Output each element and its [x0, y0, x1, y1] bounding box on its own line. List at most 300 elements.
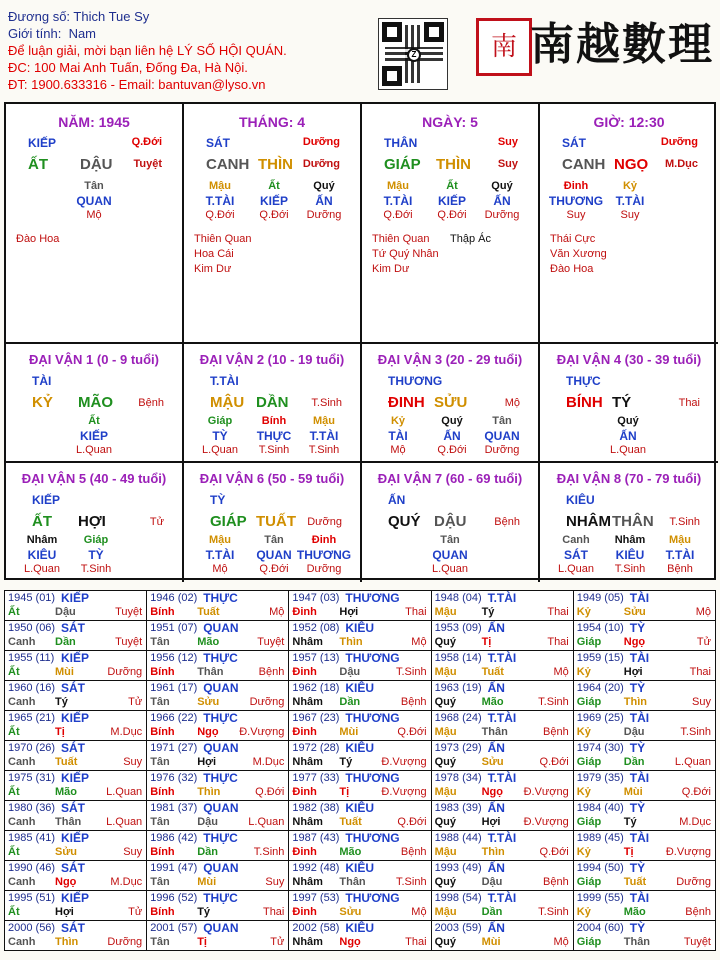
hidden-god: T.TÀI: [309, 429, 339, 443]
annual-state: Mộ: [411, 906, 427, 918]
annual-stem: Tân: [150, 816, 170, 828]
annual-year: 1991 (47): [150, 862, 198, 874]
annual-branch: Tị: [55, 726, 65, 738]
annual-god: QUAN: [203, 921, 239, 935]
hidden-stem: Giáp: [83, 534, 109, 546]
annual-state: Thai: [405, 936, 427, 948]
annual-branch: Thân: [55, 816, 82, 828]
dai-van-stem: NHÂM: [566, 513, 611, 530]
annual-year: 1945 (01): [8, 592, 56, 604]
annual-cell: [573, 831, 715, 861]
qr-code-icon: Z: [378, 18, 448, 90]
annual-stem: Tân: [150, 696, 170, 708]
hidden-god: ẤN: [493, 194, 511, 208]
annual-cell: [5, 861, 147, 891]
annual-cell: [5, 831, 147, 861]
annual-state: Suy: [123, 756, 143, 768]
annual-cell: [573, 921, 715, 951]
annual-god: THỰC: [203, 831, 238, 845]
annual-stem: Kỷ: [576, 906, 591, 918]
annual-year: 2004 (60): [576, 922, 624, 934]
annual-cell: [431, 621, 573, 651]
annual-stem: Ất: [8, 786, 20, 798]
annual-stem: Bính: [150, 786, 175, 798]
annual-branch: Tý: [197, 906, 211, 918]
annual-year: 1963 (19): [434, 682, 482, 694]
annual-stem: Quý: [434, 636, 456, 648]
annual-state: Thai: [547, 606, 569, 618]
annual-year: 1977 (33): [292, 772, 340, 784]
hidden-stem: Mậu: [669, 534, 691, 546]
hidden-state: Mộ: [86, 209, 102, 221]
dai-van-title: ĐẠI VẬN 2 (10 - 19 tuổi): [199, 352, 345, 367]
hidden-god: TỲ: [212, 429, 228, 443]
annual-year: 1989 (45): [576, 832, 624, 844]
annual-branch: Ngọ: [623, 636, 646, 648]
annual-branch: Hợi: [623, 666, 643, 678]
annual-stem: Canh: [8, 876, 36, 888]
annual-branch: Ngọ: [339, 936, 361, 948]
annual-stem: Tân: [150, 756, 170, 768]
pillar-god: KIẾP: [28, 136, 57, 150]
annual-cell: [573, 861, 715, 891]
star-item: Kim Dư: [372, 263, 410, 275]
annual-cell: [147, 861, 289, 891]
hidden-god: THỰC: [256, 429, 292, 443]
annual-year: 1962 (18): [292, 682, 340, 694]
annual-state: Mộ: [553, 666, 569, 678]
annual-year: 1995 (51): [8, 892, 56, 904]
pillar-branch: THÌN: [436, 156, 471, 173]
annual-stem: Ất: [8, 606, 20, 618]
annual-state: Đ.Vượng: [381, 756, 427, 768]
annual-branch: Dần: [623, 756, 645, 768]
pillar-title: THÁNG: 4: [238, 114, 306, 130]
pillar-stem: GIÁP: [384, 156, 421, 173]
annual-cell: [289, 921, 431, 951]
annual-year: 1966 (22): [150, 712, 198, 724]
annual-cell: [147, 711, 289, 741]
hidden-state: Suy: [620, 209, 640, 221]
hidden-stem: Nhâm: [614, 534, 646, 546]
annual-row: [5, 801, 716, 831]
annual-cell: [431, 891, 573, 921]
pillar-stem: ẤT: [28, 156, 48, 173]
annual-state: Q.Đới: [681, 786, 711, 798]
annual-year: 1950 (06): [8, 622, 56, 634]
annual-state: Q.Đới: [539, 756, 569, 768]
hidden-stem: Mậu: [313, 415, 335, 427]
annual-state: Tuyệt: [115, 636, 143, 648]
annual-cell: [147, 891, 289, 921]
annual-stem: Quý: [434, 936, 456, 948]
star-item: Đào Hoa: [16, 233, 60, 245]
annual-state: Dưỡng: [107, 666, 143, 678]
hidden-god: THƯƠNG: [548, 194, 604, 208]
annual-row: [5, 771, 716, 801]
pillar-god: SÁT: [206, 136, 230, 150]
star-list-2: [450, 232, 491, 247]
chart-grid: [4, 102, 716, 580]
dai-van-branch: TÝ: [612, 394, 632, 411]
seal-stamp: 南: [476, 18, 532, 76]
star-item: Thiên Quan: [372, 233, 430, 245]
dai-van-branch: DẬU: [434, 513, 467, 530]
annual-row: [5, 591, 716, 621]
logo-text: 南越數理: [530, 19, 714, 70]
annual-branch: Tuất: [197, 606, 220, 618]
hidden-stem: Ất: [88, 415, 100, 427]
hidden-god: T.TÀI: [205, 548, 235, 562]
annual-god: KIẾP: [61, 771, 90, 785]
annual-stem: Nhâm: [292, 936, 323, 948]
hidden-god: THƯƠNG: [296, 548, 352, 562]
annual-state: Suy: [265, 876, 285, 888]
annual-branch: Hợi: [197, 756, 217, 768]
hidden-state: T.Sinh: [308, 444, 340, 456]
annual-state: Tử: [128, 696, 143, 708]
dai-van-branch: TUẤT: [256, 513, 296, 530]
dai-van-title: ĐẠI VẬN 8 (70 - 79 tuổi): [556, 471, 702, 486]
hidden-state: Q.Đới: [259, 209, 289, 221]
annual-cell: [147, 681, 289, 711]
annual-stem: Bính: [150, 846, 175, 858]
annual-branch: Tuất: [339, 816, 362, 828]
dai-van-cell: [540, 344, 718, 463]
annual-year: 1984 (40): [576, 802, 624, 814]
dai-van-god: TỲ: [210, 493, 226, 507]
annual-cell: [289, 591, 431, 621]
annual-stem: Đinh: [292, 906, 317, 918]
hidden-god: ẤN: [443, 429, 461, 443]
annual-year: 1959 (15): [576, 652, 624, 664]
annual-year: 1974 (30): [576, 742, 624, 754]
annual-branch: Tý: [339, 756, 353, 768]
annual-year: 1948 (04): [434, 592, 482, 604]
pillar-branch: NGỌ: [614, 156, 649, 173]
hidden-stem: Mậu: [209, 534, 231, 546]
annual-year: 1990 (46): [8, 862, 56, 874]
annual-cell: [573, 891, 715, 921]
annual-cell: [147, 651, 289, 681]
annual-god: SÁT: [61, 621, 85, 635]
annual-stem: Đinh: [292, 606, 317, 618]
annual-year: 1973 (29): [434, 742, 482, 754]
dai-van-branch: SỬU: [434, 394, 468, 411]
hidden-state: Mộ: [212, 563, 228, 575]
annual-year: 1957 (13): [292, 652, 340, 664]
annual-year: 1999 (55): [576, 892, 624, 904]
annual-stem: Giáp: [576, 936, 602, 948]
hidden-stem: Mậu: [209, 180, 231, 192]
annual-row: [5, 741, 716, 771]
star-item: Thái Cực: [550, 233, 596, 245]
annual-god: TỲ: [629, 621, 646, 635]
dai-van-stem: BÍNH: [566, 394, 603, 411]
hidden-state: Dưỡng: [306, 563, 342, 575]
dai-van-god: THƯƠNG: [388, 374, 443, 388]
annual-branch: Thân: [339, 876, 366, 888]
pillar-title: GIỜ: 12:30: [593, 114, 665, 130]
annual-state: Q.Đới: [397, 726, 427, 738]
annual-state: L.Quan: [106, 786, 143, 798]
annual-year: 1988 (44): [434, 832, 482, 844]
annual-state: Đ.Vượng: [665, 846, 711, 858]
annual-year: 1951 (07): [150, 622, 198, 634]
annual-stem: Ất: [8, 666, 20, 678]
hidden-state: Q.Đới: [437, 444, 467, 456]
annual-god: T.TÀI: [487, 831, 517, 845]
annual-year: 1964 (20): [576, 682, 624, 694]
annual-state: Tuyệt: [683, 936, 711, 948]
annual-year: 1955 (11): [8, 652, 55, 664]
hidden-stem: Ất: [268, 180, 280, 192]
annual-god: TÀI: [629, 771, 650, 785]
annual-branch: Dậu: [339, 666, 361, 678]
annual-stem: Giáp: [576, 816, 602, 828]
annual-cell: [573, 741, 715, 771]
pillar-stem: CANH: [206, 156, 250, 173]
pillar-title: NGÀY: 5: [422, 114, 478, 130]
annual-year: 1975 (31): [8, 772, 56, 784]
annual-god: ẤN: [487, 681, 505, 695]
annual-state: Đ.Vượng: [381, 786, 427, 798]
annual-stem: Canh: [8, 696, 36, 708]
annual-branch: Tị: [339, 786, 350, 798]
annual-state: Bệnh: [543, 876, 569, 888]
annual-cell: [5, 681, 147, 711]
annual-cell: [289, 711, 431, 741]
pillar-stem: CANH: [562, 156, 606, 173]
annual-state: Tử: [128, 906, 143, 918]
dai-van-stem: ĐINH: [388, 394, 425, 411]
star-item: Tứ Quý Nhân: [372, 248, 439, 260]
annual-branch: Mão: [55, 786, 77, 798]
annual-branch: Dần: [55, 636, 76, 648]
annual-state: T.Sinh: [538, 906, 569, 918]
annual-branch: Ngọ: [481, 786, 503, 798]
annual-stem: Đinh: [292, 666, 317, 678]
annual-cell: [147, 801, 289, 831]
hidden-god: ẤN: [315, 194, 333, 208]
annual-cell: [289, 891, 431, 921]
annual-god: ẤN: [487, 741, 505, 755]
dai-van-state: Thai: [678, 397, 700, 409]
annual-stem: Quý: [434, 696, 456, 708]
annual-god: KIÊU: [345, 621, 375, 635]
annual-branch: Dần: [197, 846, 218, 858]
dai-van-branch: HỢI: [78, 513, 106, 530]
annual-state: Đ.Vượng: [523, 786, 569, 798]
annual-branch: Hợi: [339, 606, 359, 618]
hidden-state: Bệnh: [667, 563, 693, 575]
annual-god: T.TÀI: [487, 651, 517, 665]
annual-stem: Ất: [8, 906, 20, 918]
annual-year: 1961 (17): [150, 682, 198, 694]
annual-branch: Tuất: [623, 876, 647, 888]
annual-god: TÀI: [629, 591, 650, 605]
dai-van-stem: KỶ: [32, 394, 53, 411]
annual-year: 1983 (39): [434, 802, 482, 814]
annual-row: [5, 681, 716, 711]
annual-stem: Canh: [8, 936, 36, 948]
annual-year: 1976 (32): [150, 772, 198, 784]
annual-year: 1998 (54): [434, 892, 482, 904]
annual-state: T.Sinh: [395, 666, 427, 678]
annual-stem: Nhâm: [292, 636, 323, 648]
annual-cell: [573, 801, 715, 831]
annual-year: 2002 (58): [292, 922, 340, 934]
dai-van-stem: QUÝ: [388, 513, 421, 530]
annual-cell: [5, 621, 147, 651]
hidden-stem: Bính: [261, 415, 287, 427]
pillar-branch: DẬU: [80, 156, 113, 173]
annual-state: Mộ: [553, 936, 569, 948]
annual-stem: Mậu: [434, 846, 457, 858]
dai-van-title: ĐẠI VẬN 3 (20 - 29 tuổi): [377, 352, 523, 367]
annual-state: Tuyệt: [257, 636, 285, 648]
annual-branch: Mão: [339, 846, 362, 858]
annual-stem: Tân: [150, 936, 170, 948]
annual-branch: Dậu: [55, 606, 76, 618]
annual-state: T.Sinh: [395, 876, 427, 888]
pillar-god: SÁT: [562, 136, 586, 150]
dai-van-stem: ẤT: [32, 513, 52, 530]
hidden-god: QUAN: [432, 548, 468, 562]
annual-stem: Đinh: [292, 786, 317, 798]
hidden-state: Q.Đới: [259, 563, 289, 575]
hidden-god: T.TÀI: [383, 194, 413, 208]
annual-god: TỲ: [629, 801, 646, 815]
dai-van-title: ĐẠI VẬN 5 (40 - 49 tuổi): [21, 471, 167, 486]
hidden-stem: Ất: [446, 180, 458, 192]
header-info: [8, 8, 287, 93]
annual-state: Thai: [689, 666, 711, 678]
annual-stem: Mậu: [434, 786, 457, 798]
hidden-stem: Mậu: [387, 180, 409, 192]
annual-cell: [431, 921, 573, 951]
annual-stem: Ất: [8, 726, 20, 738]
annual-year: 1969 (25): [576, 712, 624, 724]
hidden-god: KIẾP: [79, 429, 108, 443]
star-item: Văn Xương: [550, 248, 607, 260]
annual-god: KIẾP: [61, 711, 90, 725]
annual-stem: Giáp: [576, 696, 602, 708]
annual-cell: [289, 801, 431, 831]
annual-stem: Mậu: [434, 726, 457, 738]
annual-cell: [431, 771, 573, 801]
hidden-state: Q.Đới: [437, 209, 467, 221]
annual-cell: [289, 861, 431, 891]
annual-stem: Mậu: [434, 666, 457, 678]
annual-row: [5, 891, 716, 921]
annual-stem: Kỷ: [576, 606, 591, 618]
hidden-god: QUAN: [76, 194, 112, 208]
annual-stem: Bính: [150, 606, 175, 618]
name-value: Thich Tue Sy: [73, 9, 150, 24]
annual-stem: Nhâm: [292, 696, 323, 708]
annual-branch: Thìn: [623, 696, 647, 708]
annual-cell: [5, 591, 147, 621]
hidden-stem: Tân: [264, 534, 284, 546]
dai-van-cell: [6, 344, 184, 463]
pillar-cell: [184, 104, 362, 344]
annual-state: Suy: [692, 696, 711, 708]
annual-cell: [573, 711, 715, 741]
hidden-god: ẤN: [619, 429, 637, 443]
hidden-stem: Tân: [492, 415, 512, 427]
annual-branch: Tị: [623, 846, 634, 858]
annual-stem: Giáp: [576, 756, 602, 768]
annual-stem: Quý: [434, 816, 456, 828]
annual-god: QUAN: [203, 741, 239, 755]
hidden-state: Dưỡng: [306, 209, 342, 221]
annual-stem: Tân: [150, 876, 170, 888]
annual-year: 1967 (23): [292, 712, 340, 724]
annual-god: ẤN: [487, 861, 505, 875]
annual-cell: [147, 921, 289, 951]
annual-god: KIÊU: [345, 861, 375, 875]
annual-year: 1971 (27): [150, 742, 198, 754]
annual-state: L.Quan: [248, 816, 285, 828]
hidden-state: T.Sinh: [258, 444, 290, 456]
annual-god: THỰC: [203, 711, 238, 725]
annual-table: [4, 590, 716, 951]
annual-branch: Dậu: [481, 876, 503, 888]
annual-row: [5, 621, 716, 651]
dai-van-state: Mộ: [504, 397, 520, 409]
annual-god: KIÊU: [345, 921, 375, 935]
annual-year: 1987 (43): [292, 832, 340, 844]
annual-year: 1949 (05): [576, 592, 624, 604]
hidden-state: T.Sinh: [80, 563, 112, 575]
annual-state: Mộ: [695, 606, 711, 618]
hidden-state: L.Quan: [23, 563, 61, 575]
hidden-stem: Tân: [440, 534, 460, 546]
annual-state: Đ.Vượng: [523, 816, 569, 828]
pillar-cell: [540, 104, 718, 344]
annual-row: [5, 861, 716, 891]
annual-god: KIẾP: [61, 591, 90, 605]
annual-year: 1952 (08): [292, 622, 340, 634]
dai-van-state: Tử: [149, 516, 164, 528]
annual-cell: [431, 861, 573, 891]
annual-god: SÁT: [61, 861, 85, 875]
annual-cell: [5, 921, 147, 951]
annual-cell: [289, 621, 431, 651]
star-list: [16, 232, 59, 247]
annual-cell: [431, 681, 573, 711]
annual-cell: [289, 681, 431, 711]
annual-stem: Kỷ: [576, 846, 591, 858]
dai-van-god: THỰC: [566, 374, 601, 388]
annual-state: Suy: [123, 846, 143, 858]
annual-god: KIẾP: [61, 651, 90, 665]
star-item: Thập Ác: [450, 233, 491, 245]
annual-cell: [573, 621, 715, 651]
dai-van-state: Dưỡng: [307, 516, 342, 528]
dai-van-title: ĐẠI VẬN 4 (30 - 39 tuổi): [556, 352, 702, 367]
annual-year: 1968 (24): [434, 712, 482, 724]
annual-branch: Dần: [481, 906, 503, 918]
annual-branch: Dần: [339, 696, 361, 708]
hidden-god: TỲ: [88, 548, 104, 562]
annual-stem: Bính: [150, 666, 175, 678]
hidden-state: L.Quan: [75, 444, 113, 456]
pillar-state-top: Q.Đới: [131, 136, 162, 148]
hidden-state: L.Quan: [609, 444, 647, 456]
annual-cell: [573, 681, 715, 711]
